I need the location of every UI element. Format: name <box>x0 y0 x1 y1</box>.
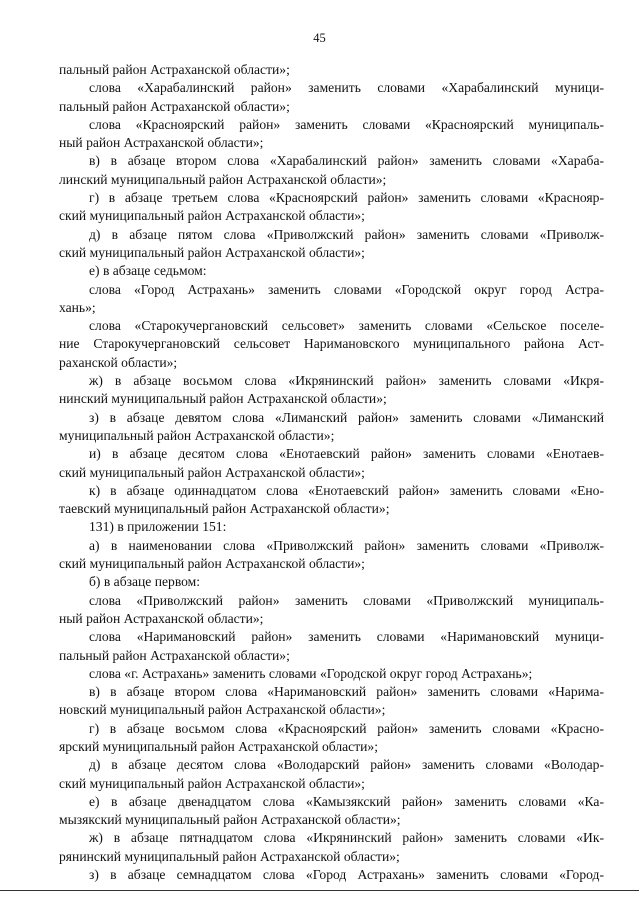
text-line: пальный район Астраханской области»; <box>59 647 290 663</box>
text-line: в) в абзаце втором слова «Харабалинский район» заменить словами «Хараба- <box>89 153 604 169</box>
text-line: з) в абзаце девятом слова «Лиманский район» заменить словами «Лиманский <box>89 409 604 425</box>
text-line: раханской области»; <box>59 354 178 370</box>
text-line: ж) в абзаце восьмом слова «Икрянинский район» заменить словами «Икря- <box>89 373 604 389</box>
document-body <box>59 61 604 884</box>
text-line: слова «Город Астрахань» заменить словами «Городской округ город Астра- <box>89 281 604 297</box>
text-line: в) в абзаце втором слова «Наримановский район» заменить словами «Нарима- <box>89 684 604 700</box>
text-line: е) в абзаце двенадцатом слова «Камызякский район» заменить словами «Ка- <box>89 793 604 809</box>
text-line: г) в абзаце восьмом слова «Красноярский район» заменить словами «Красно- <box>89 720 604 736</box>
text-line: слова «Наримановский район» заменить словами «Наримановский муници- <box>89 629 604 645</box>
text-line: слова «Приволжский район» заменить словами «Приволжский муниципаль- <box>89 592 604 608</box>
text-line: з) в абзаце семнадцатом слова «Город Астрахань» заменить словами «Город- <box>89 867 604 883</box>
text-line: ский муниципальный район Астраханской области»; <box>59 556 365 572</box>
text-line: мызякский муниципальный район Астраханской области»; <box>59 812 401 828</box>
text-line: ный район Астраханской области»; <box>59 610 264 626</box>
text-line: д) в абзаце десятом слова «Володарский район» заменить словами «Володар- <box>89 757 604 773</box>
text-line: и) в абзаце десятом слова «Енотаевский район» заменить словами «Енотаев- <box>89 446 604 462</box>
text-line: новский муниципальный район Астраханской области»; <box>59 702 386 718</box>
page-number: 45 <box>313 31 326 45</box>
text-line: д) в абзаце пятом слова «Приволжский район» заменить словами «Приволж- <box>89 226 604 242</box>
text-line: г) в абзаце третьем слова «Красноярский район» заменить словами «Краснояр- <box>89 190 604 206</box>
text-line: пальный район Астраханской области»; <box>59 98 290 114</box>
text-line: муниципальный район Астраханской области»; <box>59 427 335 443</box>
text-line: 131) в приложении 151: <box>89 519 227 535</box>
text-line: ярский муниципальный район Астраханской области»; <box>59 738 379 754</box>
text-line: а) в наименовании слова «Приволжский район» заменить словами «Приволж- <box>89 537 604 553</box>
text-line: ж) в абзаце пятнадцатом слова «Икрянинский район» заменить словами «Ик- <box>89 830 604 846</box>
text-line: к) в абзаце одиннадцатом слова «Енотаевский район» заменить словами «Ено- <box>89 482 604 498</box>
text-line: рянинский муниципальный район Астраханской области»; <box>59 848 400 864</box>
text-line: нинский муниципальный район Астраханской области»; <box>59 391 387 407</box>
text-line: ский муниципальный район Астраханской области»; <box>59 244 365 260</box>
text-line: слова «Старокучергановский сельсовет» заменить словами «Сельское поселе- <box>89 318 604 334</box>
text-line: ский муниципальный район Астраханской области»; <box>59 464 365 480</box>
text-line: б) в абзаце первом: <box>89 574 201 590</box>
text-line: ние Старокучергановский сельсовет Наримановского муниципального района Аст- <box>59 336 604 352</box>
text-line: е) в абзаце седьмом: <box>89 263 207 279</box>
text-line: пальный район Астраханской области»; <box>59 62 290 77</box>
text-line: хань»; <box>59 299 96 315</box>
text-line: слова «г. Астрахань» заменить словами «Городской округ город Астрахань»; <box>89 665 533 681</box>
text-line: линский муниципальный район Астраханской области»; <box>59 171 387 187</box>
text-line: слова «Харабалинский район» заменить словами «Харабалинский муници- <box>89 80 604 96</box>
text-line: слова «Красноярский район» заменить словами «Красноярский муниципаль- <box>89 116 604 132</box>
page-bottom-edge <box>0 890 639 891</box>
text-line: таевский муниципальный район Астраханской области»; <box>59 501 390 517</box>
text-line: ный район Астраханской области»; <box>59 135 264 151</box>
text-line: ский муниципальный район Астраханской области»; <box>59 208 365 224</box>
text-line: ский муниципальный район Астраханской области»; <box>59 775 365 791</box>
